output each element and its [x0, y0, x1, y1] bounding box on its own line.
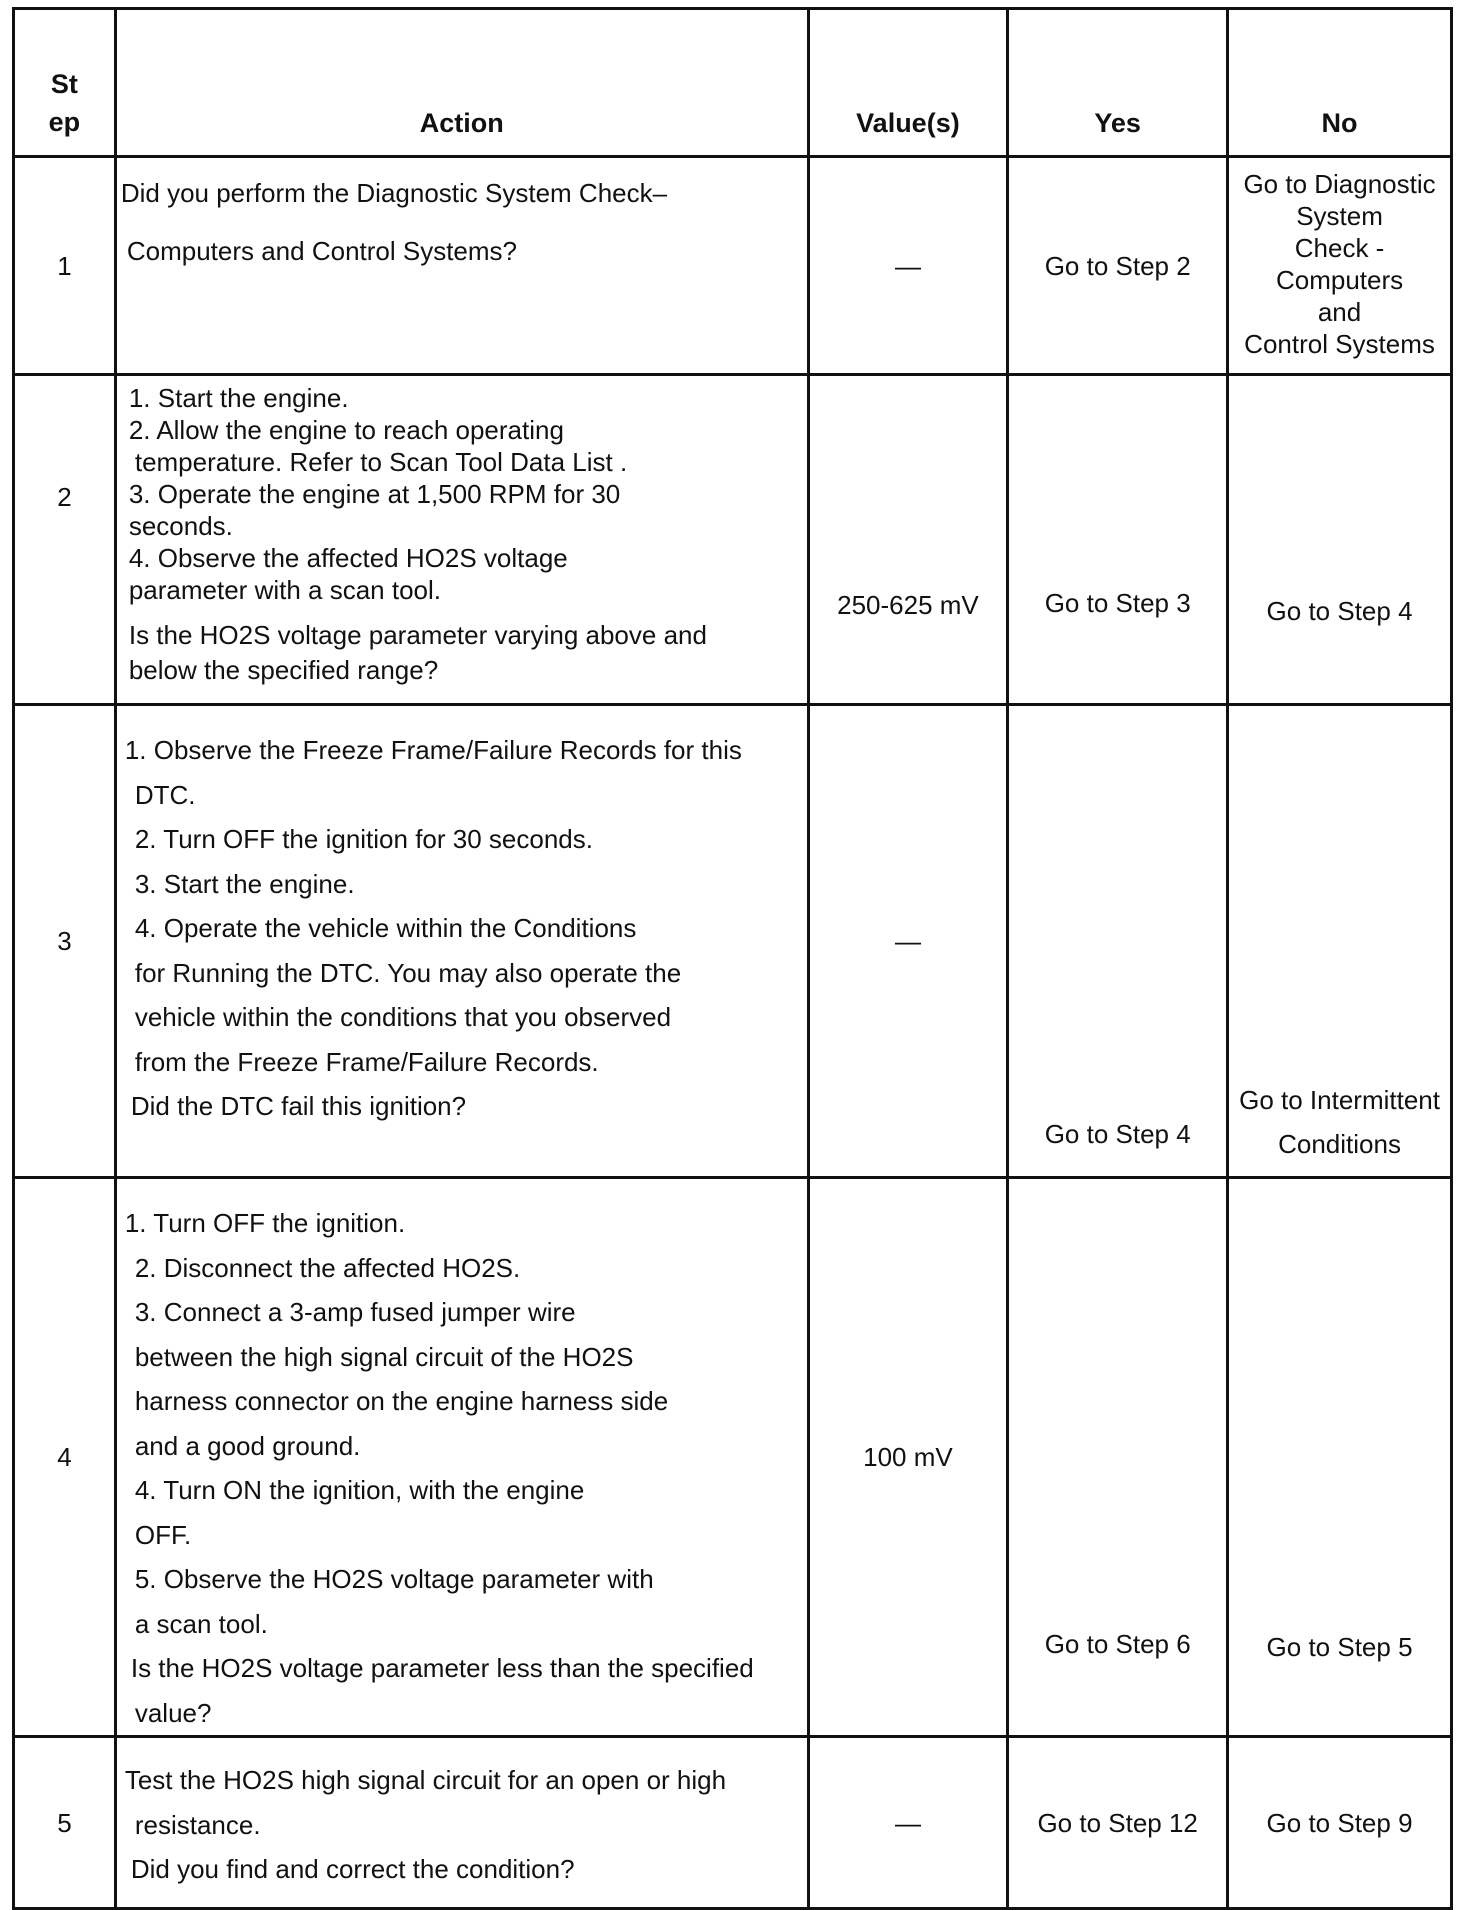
no-cell: Go to Step 4 [1228, 375, 1452, 705]
table-row [14, 1737, 1452, 1909]
action-cell: 1. Turn OFF the ignition. 2. Disconnect the affected HO2S. 3. Connect a 3-amp fused jumper wire between the high signal circuit of the HO2S harness connector on the engine harness side and a good ground. 4. Turn ON the ignition, with the engine OFF. 5. Observe the HO2S voltage parameter with a scan tool. Is the HO2S voltage parameter less than the specified value? [115, 1178, 808, 1737]
no-cell: Go to Intermittent Conditions [1228, 705, 1452, 1178]
yes-cell: Go to Step 12 [1008, 1737, 1228, 1909]
action-cell: 1. Start the engine. 2. Allow the engine to reach operating temperature. Refer to Scan Tool Data List . 3. Operate the engine at 1,500 RPM for 30 seconds. 4. Observe the affected HO2S voltage parameter with a scan tool. Is the HO2S voltage parameter varying above and below the specified range? [115, 375, 808, 705]
table-row [14, 157, 1452, 375]
yes-cell: Go to Step 6 [1008, 1178, 1228, 1737]
value-cell: 100 mV [808, 1178, 1008, 1737]
action-line: Computers and Control Systems? [126, 236, 518, 266]
table-row [14, 1178, 1452, 1737]
value-cell: — [808, 157, 1008, 375]
yes-cell: Go to Step 2 [1008, 157, 1228, 375]
step-number: 4 [14, 1178, 116, 1737]
table-row [14, 705, 1452, 1178]
no-cell: Go to Step 9 [1228, 1737, 1452, 1909]
header-yes: Yes [1008, 9, 1228, 157]
header-action: Action [115, 9, 808, 157]
header-values: Value(s) [808, 9, 1008, 157]
table-row [14, 375, 1452, 705]
step-number: 5 [14, 1737, 116, 1909]
no-cell: Go to Diagnostic System Check - Computers and Control Systems [1228, 157, 1452, 375]
value-cell: — [808, 1737, 1008, 1909]
diagnostic-table [12, 7, 1453, 1910]
yes-cell: Go to Step 3 [1008, 375, 1228, 705]
action-line: Did you perform the Diagnostic System Check– [120, 178, 668, 208]
yes-cell: Go to Step 4 [1008, 705, 1228, 1178]
step-number: 1 [14, 157, 116, 375]
header-no: No [1228, 9, 1452, 157]
value-cell: — [808, 705, 1008, 1178]
action-cell: 1. Observe the Freeze Frame/Failure Records for this DTC. 2. Turn OFF the ignition for 30 seconds. 3. Start the engine. 4. Operate the vehicle within the Conditions for Running the DTC. You may also operate the vehicle within the conditions that you observed from the Freeze Frame/Failure Records. Did the DTC fail this ignition? [115, 705, 808, 1178]
header-row [14, 9, 1452, 157]
action-cell: Test the HO2S high signal circuit for an open or high resistance. Did you find and correct the condition? [115, 1737, 808, 1909]
no-cell: Go to Step 5 [1228, 1178, 1452, 1737]
header-step: St ep [14, 9, 116, 157]
action-cell [115, 157, 808, 375]
value-cell: 250-625 mV [808, 375, 1008, 705]
step-number: 3 [14, 705, 116, 1178]
step-number: 2 [14, 375, 116, 705]
